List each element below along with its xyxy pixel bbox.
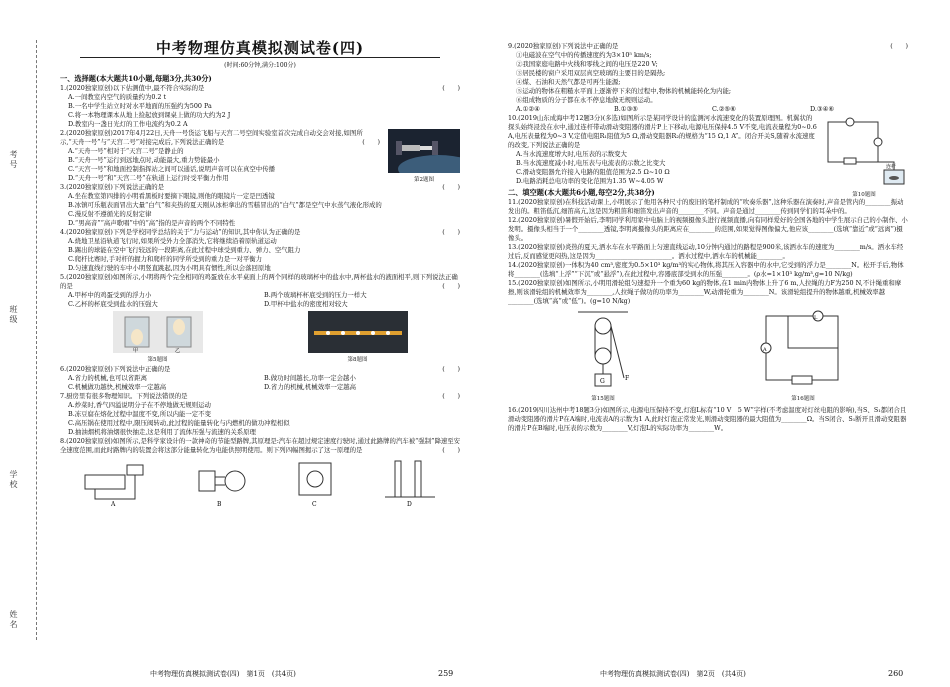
q1-option-a: A.一间教室内空气的质量约为0.2 t	[68, 93, 167, 101]
q2-option-a: A.“天舟一号”相对于“天宫二号”是静止的	[68, 147, 184, 155]
q7-option-d: D.抽油烟机将油烟很快抽走,这是利用了流体压强与流速的关系原理	[68, 428, 256, 436]
q6-option-c: C.机械做功越快,机械效率一定越高	[68, 383, 167, 391]
q5-option-a: A.甲杯中的鸡蛋受到的浮力小	[68, 291, 152, 299]
q9-statement-1: ①电磁波在空气中的传播速度约为3×10⁵ km/s;	[516, 51, 652, 59]
question-2	[60, 129, 460, 183]
q6-stem: 6.(2020独家原创)下列说法中正确的是	[60, 365, 171, 373]
exam-no-label: 考号	[9, 150, 18, 170]
left-page-number: 259	[438, 669, 454, 678]
q7-option-c: C.高压锅在使用过程中,限压阀转动,此过程的能量转化与内燃机的做功冲程相似	[68, 419, 290, 427]
cup-yi-label: 乙	[174, 348, 180, 353]
exam-title: 中考物理仿真模拟测试卷(四)	[155, 39, 365, 57]
q9-answer-bracket: ( )	[890, 42, 908, 50]
q4-option-d: D.匀速直线行驶的车中小明竖直跳起,因为小明具有惯性,所以会落回原地	[68, 264, 271, 272]
q9-option-c: C.②⑤⑥	[712, 105, 736, 113]
q9-option-a: A.①②④	[516, 105, 540, 113]
question-12: 12.(2020独家原创)暑假开始后,李明同学利用家中电脑上的视频摄像头进行视频直播,向有同样爱好的全国各地的中学生展示自己的小制作、小发明。摄像头相当于一个________透镜,李明离摄像头的距离应在________的范围,如果觉得图像偏大,他应该________(选填“靠近”或“远离”)摄像头。	[508, 216, 908, 242]
question-11: 11.(2020独家原创)在科技活动课上,小明展示了他用各种尺寸的废旧的笔杆制成的“吹奏乐器”,这种乐器在演奏时,声音是管内的________振动发出的。粗笛低沉,细笛高亢,这是因为粗笛和细笛发出声音的________不同。声音是通过________传到同学们的耳朵中的。	[508, 198, 904, 215]
q8-label-a: A	[111, 501, 116, 507]
q8-label-c: C	[312, 501, 317, 507]
cup-jia-label: 甲	[132, 348, 138, 353]
lianjian-label: 连杆	[886, 164, 897, 170]
name-label: 姓名	[9, 610, 18, 630]
q9-stem: 9.(2020独家原创)下列说法中正确的是	[508, 42, 619, 50]
section-fill-heading: 二、填空题(本大题共6小题,每空2分,共38分)	[508, 188, 655, 197]
q9-statement-4: ④煤、石油和天然气都是可再生能源;	[516, 78, 621, 86]
q10-figure-caption: 第10题图	[852, 192, 876, 198]
q1-option-c: C.将一本物理课本从地上捡起放到课桌上做的功大约为2 J	[68, 111, 231, 119]
question-7	[60, 392, 460, 437]
q4-answer-bracket: ( )	[442, 228, 460, 236]
q3-option-a: A.坐在教室第四排的小明看黑板时要摘下眼镜,则他的眼镜片一定是凹透镜	[68, 192, 275, 200]
q10-option-a: A.当水流速度增大时,电压表的示数变大	[516, 150, 627, 158]
q2-answer-bracket: ( )	[362, 138, 380, 146]
question-5	[60, 273, 460, 365]
q8-answer-bracket: ( )	[442, 446, 460, 454]
q5-option-b: B.两个玻璃杯杯底受到的压力一样大	[264, 291, 367, 299]
left-page	[60, 38, 460, 507]
q2-figure	[388, 129, 460, 185]
question-16: 16.(2019四川达州中考18题3分)如图所示,电源电压保持不变,灯泡L标有“10 V 5 W”字样(不考虑温度对灯丝电阻的影响),当S、S₁都闭合且滑动变阻器的滑片P在A端时,电流表A的示数为1 A,此时灯泡正常发光,则滑动变阻器的最大阻值为________Ω。当S闭合、S₁断开且滑动变阻器的滑片P在B端时,电压表的示数为________V,灯泡L的实际功率为________W。	[508, 406, 907, 432]
section-choice-heading: 一、选择题(本大题共10小题,每题3分,共30分)	[60, 74, 212, 83]
q9-option-b: B.①③⑤	[614, 105, 638, 113]
q16-figure	[758, 308, 848, 404]
q2-option-b: B.“天舟一号”运行到远地点时,动能最大,重力势能最小	[68, 156, 220, 164]
q7-answer-bracket: ( )	[442, 392, 460, 400]
question-4	[60, 228, 460, 273]
q5-option-c: C.乙杯的杯底受到盐水的压强大	[68, 300, 158, 308]
svg-text:A: A	[763, 347, 767, 353]
question-15: 15.(2020独家原创)如图所示,小明用滑轮组匀速提升一个重为60 kg的物体,在1 min内物体上升了6 m,人拉绳的力F为250 N,不计绳重和摩擦,则该滑轮组的机械效率为________,人拉绳子做功的功率为________W,动滑轮重为________N。该滑轮组提升的物体越重,机械效率越________(选填“高”或“低”)。(g=10 N/kg)	[508, 279, 902, 305]
q10-option-b: B.当水流速度减小时,电压表与电流表的示数之比变大	[516, 159, 666, 167]
q3-option-c: C.漫反射不遵循光的反射定律	[68, 210, 152, 218]
q2-option-d: D.“天舟一号”和“天宫二号”在轨道上运行时受平衡力作用	[68, 174, 229, 182]
q1-answer-bracket: ( )	[442, 84, 460, 92]
q10-figure	[820, 116, 908, 200]
q9-option-d: D.③④⑥	[810, 105, 835, 113]
road-sign-photo	[308, 311, 408, 353]
q2-figure-caption: 第2题图	[414, 177, 434, 183]
question-8	[60, 437, 460, 507]
q9-statement-3: ③居民楼的窗户采用双层真空玻璃的主要目的是隔热;	[516, 69, 666, 77]
q8-figure-a	[75, 457, 155, 507]
q9-statement-6: ⑥组成物质的分子都在永不停息地做无规则运动。	[516, 96, 657, 104]
pulley-diagram	[568, 308, 638, 392]
binding-margin	[0, 0, 50, 687]
q8-label-b: B	[217, 501, 222, 507]
q3-stem: 3.(2020独家原创)下列说法正确的是	[60, 183, 165, 191]
q7-stem: 7.厨房里有很多物理知识。下列说法错误的是	[60, 392, 188, 400]
q6-option-d: D.省力的机械,机械效率一定越高	[264, 383, 357, 391]
q8-photo-caption: 第8题图	[347, 357, 368, 363]
question-3	[60, 183, 460, 228]
q3-option-d: D.“男高音”“高声歌唱”中的“高”指的是声音的两个不同特性	[68, 219, 236, 227]
q1-option-d: D.教室内一盏日光灯的工作电流约为0.2 A	[68, 120, 188, 128]
q8-photo	[308, 311, 408, 365]
title-rule	[80, 57, 440, 58]
q8-figure-c	[285, 457, 345, 507]
q16-figure-caption: 第16题图	[791, 396, 815, 402]
q6-answer-bracket: ( )	[442, 365, 460, 373]
q6-option-b: B.做功时间越长,功率一定会越小	[264, 374, 356, 382]
class-label: 班级	[9, 305, 18, 325]
question-9	[508, 42, 908, 114]
q2-option-c: C.“天宫一号”和地面控制指挥站之间可以通话,说明声音可以在真空中传播	[68, 165, 275, 173]
q7-option-b: B.冻豆腐在熔化过程中温度不变,所以内能一定不变	[68, 410, 211, 418]
right-page-number: 260	[888, 669, 904, 678]
q8-figure-d	[375, 457, 445, 507]
q8-figure-b	[185, 457, 255, 507]
q8-options-figures	[60, 457, 460, 507]
q5-option-d: D.甲杯中盐水的密度相对较大	[264, 300, 348, 308]
q4-stem: 4.(2020独家原创)下列是学校同学总结的关于“力与运动”的知识,其中你认为正确的是	[60, 228, 301, 236]
school-label: 学校	[9, 470, 18, 490]
q5-figure	[113, 311, 203, 365]
question-14: 14.(2020独家原创)一体积为40 cm³,密度为0.5×10³ kg/m³的实心物体,将其压入容器中的水中,它受到的浮力是________N。松开手后,物体将________(选填“上浮”“下沉”或“悬浮”),在此过程中,容器底部受到水的压强________。(ρ水=1×10³ kg/m³,g=10 N/kg)	[508, 261, 904, 278]
svg-text:L: L	[814, 315, 818, 321]
q6-option-a: A.省力的机械,也可以省距离	[68, 374, 147, 382]
left-footer: 中考物理仿真模拟测试卷(四) 第1页 (共4页)	[150, 670, 296, 678]
q4-option-a: A.烧地卫星沿轨道飞行时,如果所受外力全部消失,它将继续沿着原轨道运动	[68, 237, 277, 245]
q8-label-d: D	[407, 501, 412, 507]
cut-line	[36, 40, 37, 640]
q10-option-c: C.滑动变阻器允许接入电路的阻值范围为2.5 Ω~10 Ω	[516, 168, 670, 176]
question-13: 13.(2020独家原创)炎热的夏天,洒水车在水平路面上匀速直线运动,10分钟内通过的路程是900米,该洒水车的速度为________m/s。洒水车经过后,反而感觉更闷热,这是因为________________________。洒水过程中,洒水车的机械能________。	[508, 243, 904, 260]
right-footer: 中考物理仿真模拟测试卷(四) 第2页 (共4页)	[600, 670, 746, 678]
q15-figure	[568, 308, 638, 404]
q10-stem: 10.(2019山东成海中考12题3分)(多选)如图所示是某同学设计的监测河水流速变化的装置原理图。机翼状的探头始终浸没在水中,通过连杆带动滑动变阻器的滑片P上下移动,电源电压保持4.5 V不变,电流表量程为0~0.6 A,电压表量程为0~3 V,定值电阻R₁阻值为5 Ω,滑动变阻器R₂的规格为“15 Ω,1 A”。闭合开关S,随着水流速度的改变,下列说法正确的是	[508, 114, 817, 149]
q5-answer-bracket: ( )	[442, 282, 460, 290]
q1-stem: 1.(2020独家原创)以下估测值中,最不符合实际的是	[60, 84, 205, 92]
lamp-circuit-diagram	[758, 308, 848, 392]
q5-q8-figures	[60, 311, 460, 365]
q9-statement-5: ⑤运动的物体在粗糙水平面上逐渐停下来的过程中,物体的机械能转化为内能;	[516, 87, 732, 95]
q4-option-c: C.爬杆比赛时,手对杆的握力和爬杆的同学所受到的重力是一对平衡力	[68, 255, 263, 263]
q15-q16-figures	[508, 308, 908, 404]
q1-option-b: B.一名中学生站立时对水平地面的压强约为500 Pa	[68, 102, 212, 110]
q3-answer-bracket: ( )	[442, 183, 460, 191]
q3-option-b: B.冰镇可乐瓶表面冒出大量“白气”和夹热的夏天刚从冰柜拿出的雪糕冒出的“白气”都是空气中水蒸气液化形成的	[68, 201, 382, 209]
flow-meter-circuit-diagram	[820, 116, 908, 188]
question-6	[60, 365, 460, 392]
q5-stem: 5.(2020独家原创)如图所示,小明将两个完全相同的鸡蛋放在水平桌面上的两个同样的玻璃杯中的盐水中,两杯盐水的液面相平,则下列说法正确的是	[60, 273, 458, 290]
q10-option-d: D.电路消耗总电功率的变化范围为1.35 W~4.05 W	[516, 177, 664, 185]
q9-statement-2: ②我国家庭电路中火线和零线之间的电压是220 V;	[516, 60, 658, 68]
q8-stem: 8.(2020独家原创)如图所示,是科学家设计的一款神奇的节能型路牌,其原理是:汽车在超过规定速度行驶时,通过此路牌的汽车被“强制”降速至安全速度范围,而此时路牌内的装置会将这部分能量转化为电能供照明使用。则下列四幅图揭示了这一原理的是	[60, 437, 461, 454]
spacecraft-docking-photo	[388, 129, 460, 173]
right-page	[508, 42, 908, 433]
q7-option-a: A.炒菜时,香气四溢说明分子在不停地做无规则运动	[68, 401, 211, 409]
svg-text:G: G	[600, 378, 605, 385]
svg-text:F: F	[625, 375, 630, 382]
q2-stem: 2.(2020独家原创)2017年4月22日,天舟一号货运飞船与天宫二号空间实验室首次完成自动交会对接,如图所示,“天舟一号”与“天宫二号”对接完成后,下列说法正确的是	[60, 129, 363, 146]
egg-cups-photo	[113, 311, 203, 353]
q5-figure-caption: 第5题图	[147, 357, 168, 363]
q4-option-b: B.踢出的球能在空中飞行较远的一段距离,在此过程中球受到重力、弹力、空气阻力	[68, 246, 301, 254]
question-1	[60, 84, 460, 129]
q15-figure-caption: 第15题图	[591, 396, 615, 402]
exam-subtitle: (时间:60分钟,满分:100分)	[224, 62, 296, 69]
